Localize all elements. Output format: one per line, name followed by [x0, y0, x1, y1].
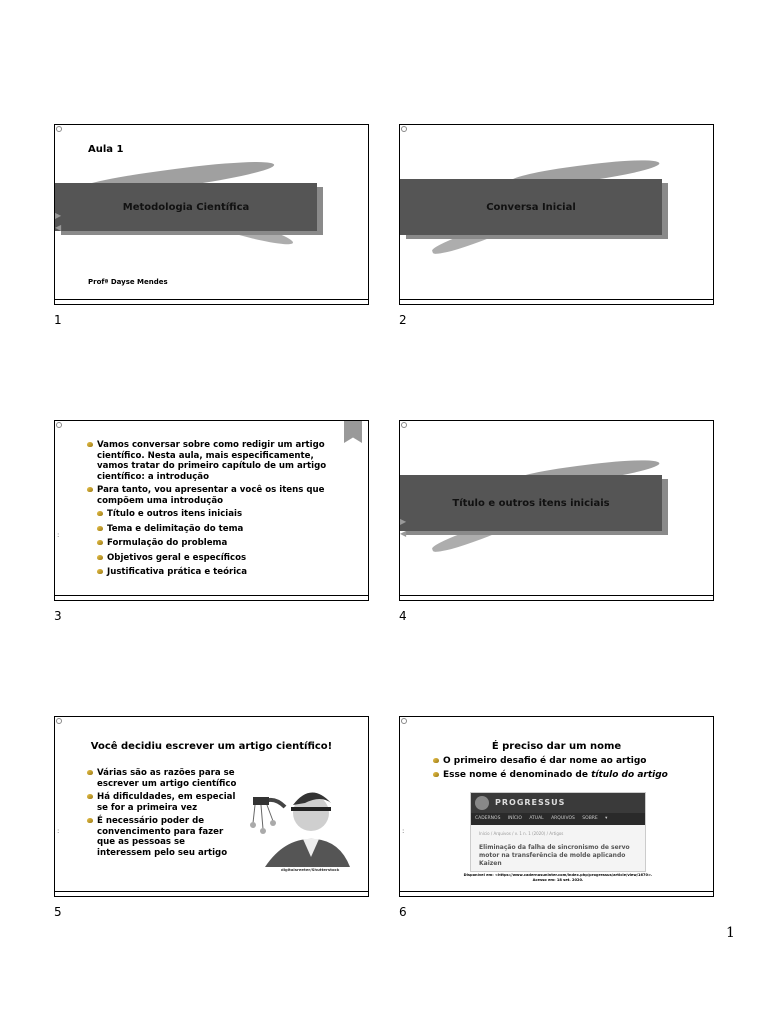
list-item: Justificativa prática e teórica: [97, 567, 335, 578]
arrow-icon: ◀: [55, 223, 62, 232]
website-screenshot: [470, 792, 646, 872]
emphasis-text: título do artigo: [591, 769, 668, 780]
slide-2: [399, 124, 714, 305]
breadcrumb: Início / Arquivos / v. 1 n. 1 (2020) / Artigos: [479, 831, 564, 836]
list-item: É necessário poder de convencimento para fazer que as pessoas se interessem pelo seu artigo: [87, 816, 237, 858]
site-header: PROGRESSUS: [471, 793, 645, 813]
slide-corner-icon: [56, 126, 62, 132]
side-mark: :: [402, 827, 405, 835]
article-title: Eliminação da falha de sincronismo de servo motor na transferência de molde aplicando Kaizen: [479, 844, 630, 867]
slide-number: 2: [399, 313, 407, 327]
list-item: Vamos conversar sobre como redigir um artigo científico. Nesta aula, mais especificamente, vamos tratar do primeiro capítulo de um artigo científico: a introdução: [87, 440, 335, 482]
list-item: Objetivos geral e específicos: [97, 553, 335, 564]
bullet-text: Esse nome é denominado de: [443, 769, 592, 780]
slide-4: [399, 420, 714, 601]
list-item: Tema e delimitação do tema: [97, 524, 335, 535]
bullet-list: [433, 756, 703, 783]
banner-text: Título e outros itens iniciais: [452, 497, 610, 509]
slide-5: [54, 716, 369, 897]
slide-corner-icon: [56, 422, 62, 428]
slide-1-author: Profª Dayse Mendes: [88, 278, 168, 286]
bullet-list: [87, 440, 335, 582]
slide-1: [54, 124, 369, 305]
arrow-icon: ▶: [400, 517, 407, 526]
slide-number: 4: [399, 609, 407, 623]
slide-number: 6: [399, 905, 407, 919]
image-credit: digitalsreeter/Shutterstock: [281, 867, 340, 872]
slide-number: 1: [54, 313, 62, 327]
banner-text: Conversa Inicial: [486, 201, 576, 213]
list-item: Há dificuldades, em especial se for a primeira vez: [87, 792, 237, 813]
arrow-icon: ▶: [55, 211, 62, 220]
slide-corner-icon: [401, 718, 407, 724]
title-banner: [400, 475, 662, 531]
slide-6-title: É preciso dar um nome: [491, 741, 622, 752]
slide-number: 5: [54, 905, 62, 919]
page-number: 1: [726, 925, 735, 941]
title-banner: [400, 179, 662, 235]
list-item: Título e outros itens iniciais: [97, 509, 335, 520]
journal-logo-icon: [475, 796, 489, 810]
slide-1-title: Aula 1: [88, 144, 124, 155]
slide-6: [399, 716, 714, 897]
slide-corner-icon: [56, 718, 62, 724]
slide-3: [54, 420, 369, 601]
side-mark: :: [57, 531, 60, 539]
businessman-illustration: [245, 777, 355, 867]
list-item: [433, 770, 703, 781]
source-caption: Disponível em: <https://www.cadernosuninter.com/index.php/progressus/article/view/1670>. Acesso em: 18 set. 2020.: [463, 873, 653, 882]
slide-corner-icon: [401, 422, 407, 428]
arrow-icon: ◀: [400, 529, 407, 538]
site-nav: CADERNOS INÍCIO ATUAL ARQUIVOS SOBRE ▾: [471, 813, 645, 825]
list-item: Formulação do problema: [97, 538, 335, 549]
slide-number: 3: [54, 609, 62, 623]
list-item: Várias são as razões para se escrever um artigo científico: [87, 768, 237, 789]
side-mark: :: [57, 827, 60, 835]
banner-text: Metodologia Científica: [122, 201, 250, 213]
list-item: O primeiro desafio é dar nome ao artigo: [433, 756, 703, 767]
title-banner: [55, 183, 317, 231]
slide-corner-icon: [401, 126, 407, 132]
bullet-list: [87, 768, 237, 861]
list-item: Para tanto, vou apresentar a você os itens que compõem uma introdução: [87, 485, 335, 506]
slide-5-title: Você decidiu escrever um artigo científico!: [90, 741, 333, 752]
bookmark-icon: [344, 421, 362, 443]
